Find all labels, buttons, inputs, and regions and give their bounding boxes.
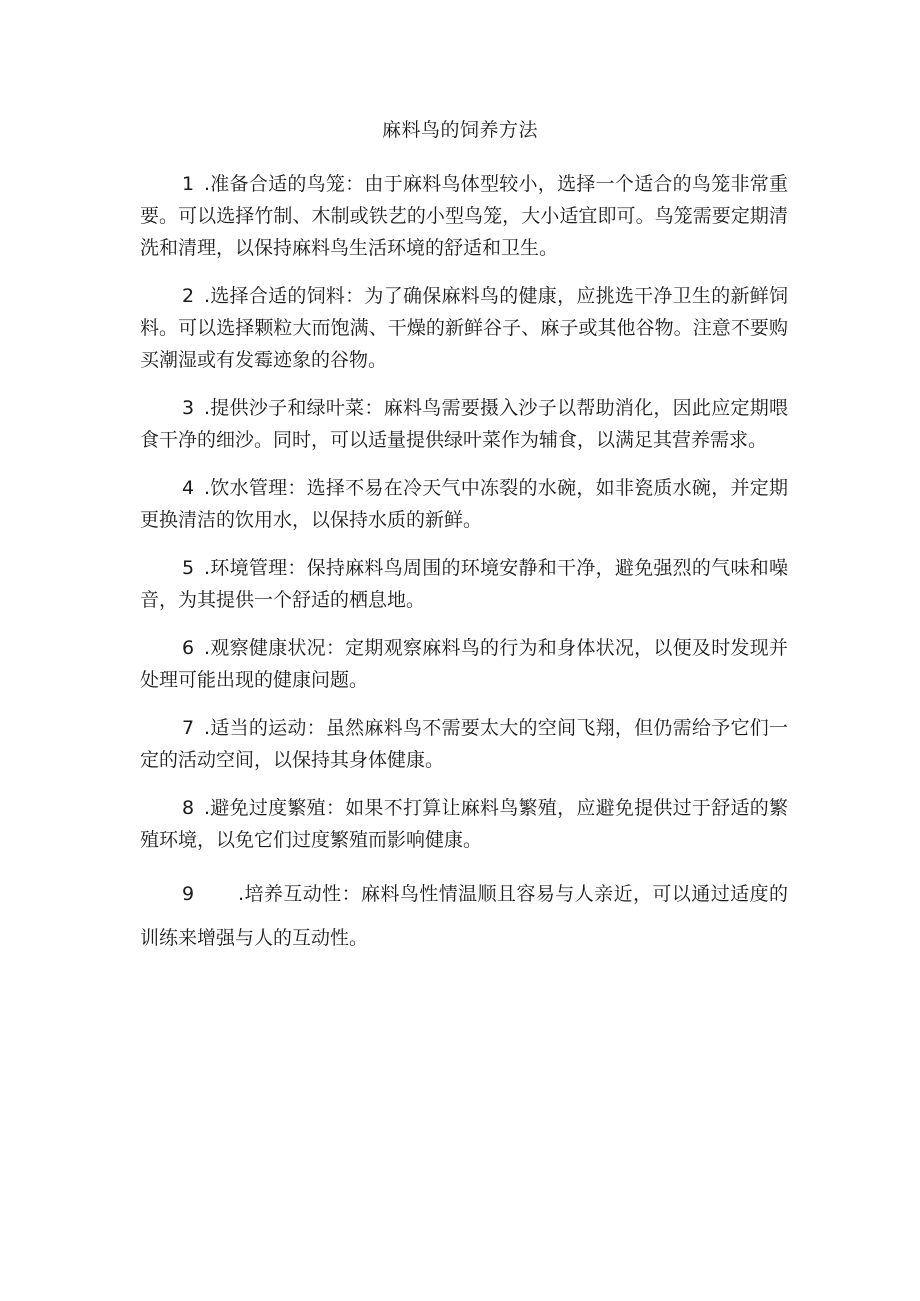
item-text: .提供沙子和绿叶菜：麻料鸟需要摄入沙子以帮助消化，因此应定期喂食干净的细沙。同时，可以适量提供绿叶菜作为辅食，以满足其营养需求。	[140, 397, 788, 451]
item-number: 5	[182, 557, 195, 579]
item-text: .选择合适的饲料：为了确保麻料鸟的健康，应挑选干净卫生的新鲜饲料。可以选择颗粒大而饱满、干燥的新鲜谷子、麻子或其他谷物。注意不要购买潮湿或有发霉迹象的谷物。	[140, 285, 788, 371]
list-item-6	[140, 632, 788, 696]
item-text: .环境管理：保持麻料鸟周围的环境安静和干净，避免强烈的气味和噪音，为其提供一个舒适的栖息地。	[140, 557, 788, 611]
list-item-8	[140, 792, 788, 856]
item-number: 9	[182, 883, 195, 905]
item-text: .适当的运动：虽然麻料鸟不需要太大的空间飞翔，但仍需给予它们一定的活动空间，以保持其身体健康。	[140, 717, 788, 771]
item-text: .避免过度繁殖：如果不打算让麻料鸟繁殖，应避免提供过于舒适的繁殖环境，以免它们过度繁殖而影响健康。	[140, 797, 788, 851]
list-item-4	[140, 472, 788, 536]
list-item-5	[140, 552, 788, 616]
list-item-2	[140, 280, 788, 376]
item-number: 2	[182, 285, 195, 307]
item-number: 3	[182, 397, 195, 419]
item-number: 1	[182, 173, 195, 195]
list-item-3	[140, 392, 788, 456]
item-text: .准备合适的鸟笼：由于麻料鸟体型较小，选择一个适合的鸟笼非常重要。可以选择竹制、木制或铁艺的小型鸟笼，大小适宜即可。鸟笼需要定期清洗和清理，以保持麻料鸟生活环境的舒适和卫生。	[140, 173, 788, 259]
list-item-1	[140, 168, 788, 264]
document-title: 麻料鸟的饲养方法	[381, 119, 538, 141]
item-number: 8	[182, 797, 195, 819]
item-text: .培养互动性：麻料鸟性情温顺且容易与人亲近，可以通过适度的训练来增强与人的互动性。	[140, 883, 788, 949]
item-text: .饮水管理：选择不易在冷天气中冻裂的水碗，如非瓷质水碗，并定期更换清洁的饮用水，以保持水质的新鲜。	[140, 477, 788, 531]
item-number: 7	[182, 717, 195, 739]
document-body	[140, 168, 788, 976]
item-number: 6	[182, 637, 195, 659]
item-number: 4	[182, 477, 195, 499]
list-item-7	[140, 712, 788, 776]
item-text: .观察健康状况：定期观察麻料鸟的行为和身体状况，以便及时发现并处理可能出现的健康问题。	[140, 637, 788, 691]
list-item-9	[140, 872, 788, 960]
